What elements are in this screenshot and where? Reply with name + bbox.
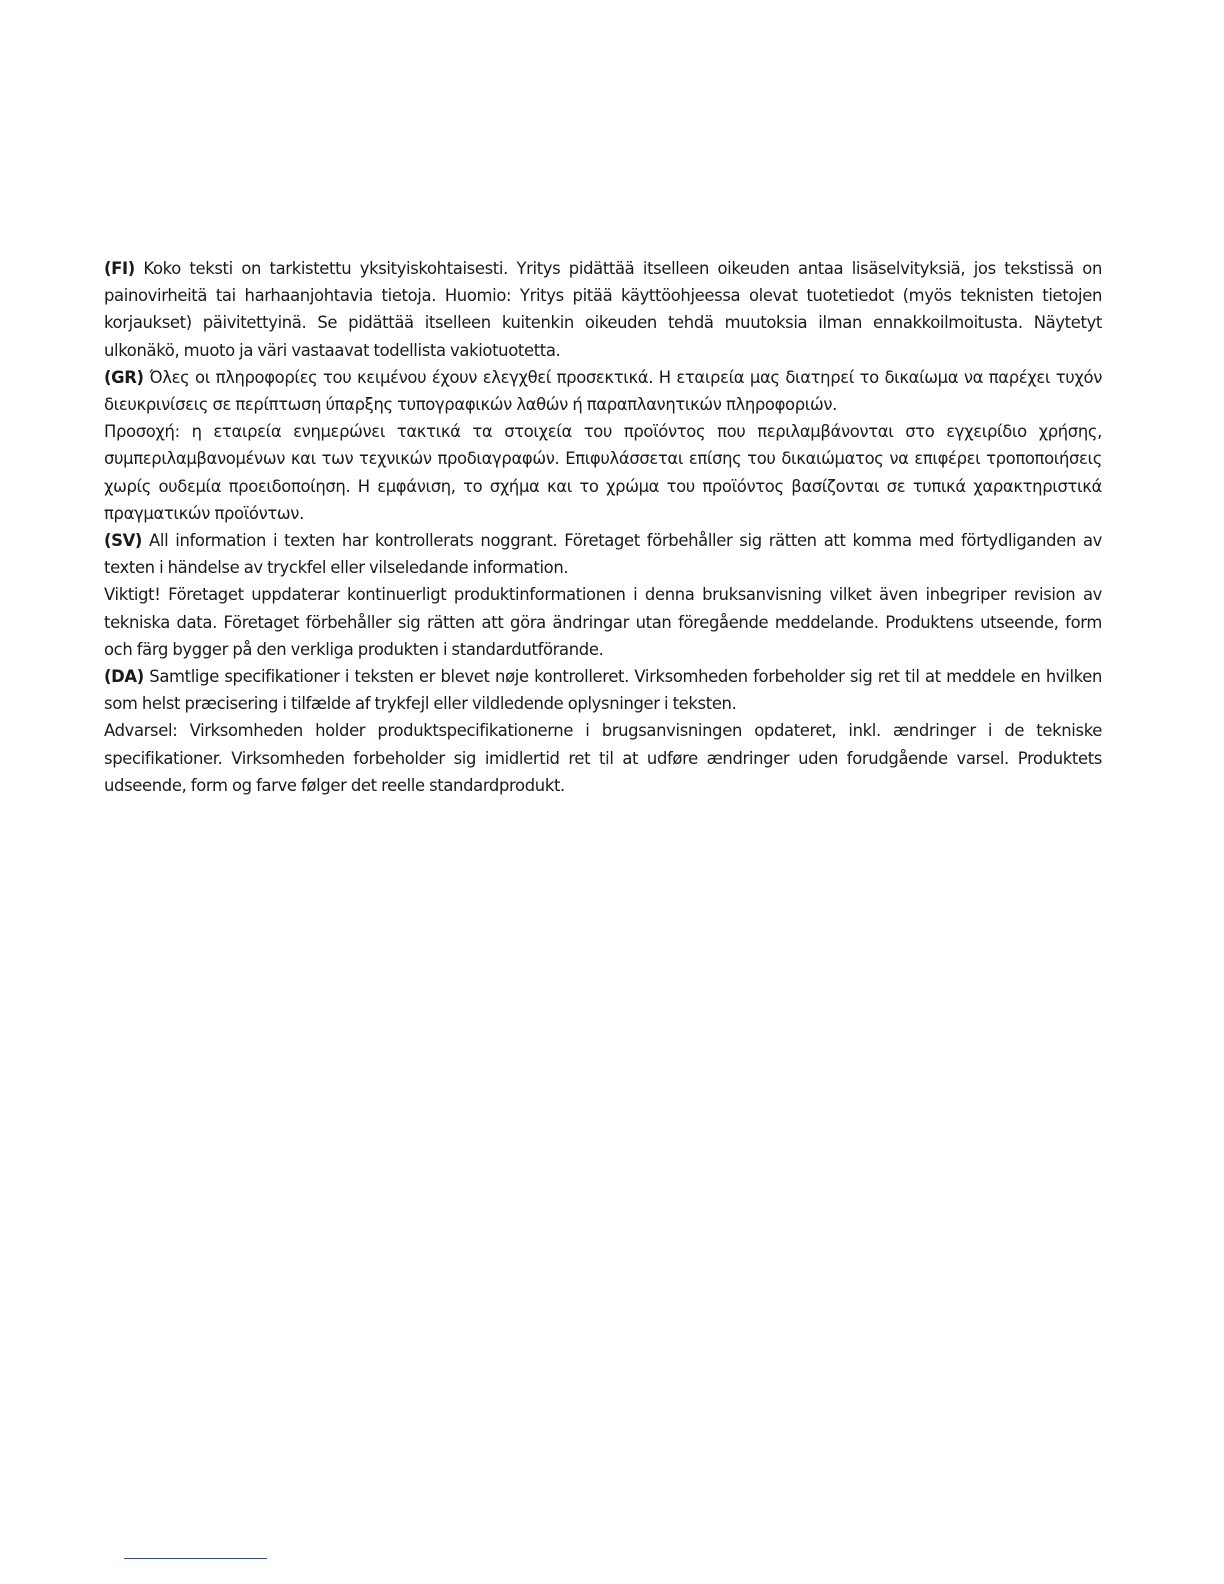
footnote-divider — [124, 1558, 267, 1559]
paragraph-sv — [104, 527, 1102, 581]
paragraph-text: Advarsel: Virksomheden holder produktspecifikationerne i brugsanvisningen opdateret, inkl. ændringer i de tekniske specifikationer. Virksomheden forbeholder sig imidlertid ret til at udføre ændringer uden forudgående varsel. Produktets udseende, form og farve følger det reelle standardprodukt. — [104, 721, 1102, 795]
paragraph-text: Όλες οι πληροφορίες του κειμένου έχουν ελεγχθεί προσεκτικά. Η εταιρεία μας διατηρεί το δικαίωμα να παρέχει τυχόν διευκρινίσεις σε περίπτωση ύπαρξης τυπογραφικών λαθών ή παραπλανητικών πληροφοριών. — [104, 367, 1102, 415]
paragraph-sv-notice — [104, 581, 1102, 663]
language-code-gr: (GR) — [104, 367, 144, 387]
language-code-da: (DA) — [104, 667, 144, 687]
paragraph-text: Samtlige specifikationer i teksten er blevet nøje kontrolleret. Virksomheden forbeholder sig ret til at meddele en hvilken som helst præcisering i tilfælde af trykfejl eller vildledende oplysninger i teksten. — [104, 667, 1102, 714]
language-code-sv: (SV) — [104, 531, 143, 551]
paragraph-text: All information i texten har kontrollerats noggrant. Företaget förbehåller sig rätten att komma med förtydliganden av texten i händelse av tryckfel eller vilseledande information. — [104, 531, 1102, 578]
paragraph-gr — [104, 364, 1102, 418]
paragraph-fi — [104, 255, 1102, 364]
paragraph-gr-notice — [104, 418, 1102, 527]
paragraph-text: Προσοχή: η εταιρεία ενημερώνει τακτικά τα στοιχεία του προϊόντος που περιλαμβάνονται στο εγχειρίδιο χρήσης, συμπεριλαμβανομένων και των τεχνικών προδιαγραφών. Επιφυλάσσεται επίσης του δικαιώματος να επιφέρει τροποποιήσεις χωρίς ουδεμία προειδοποίηση. Η εμφάνιση, το σχήμα και το χρώμα του προϊόντος βασίζονται σε τυπικά χαρακτηριστικά πραγματικών προϊόντων. — [104, 422, 1102, 523]
paragraph-text: Koko teksti on tarkistettu yksityiskohtaisesti. Yritys pidättää itselleen oikeuden antaa lisäselvityksiä, jos tekstissä on painovirheitä tai harhaanjohtavia tietoja. Huomio: Yritys pitää käyttöohjeessa olevat tuotetiedot (myös teknisten tietojen korjaukset) päivitettyinä. Se pidättää itselleen kuitenkin oikeuden tehdä muutoksia ilman ennakkoilmoitusta. Näytetyt ulkonäkö, muoto ja väri vastaavat todellista vakiotuotetta. — [104, 259, 1102, 360]
paragraph-text: Viktigt! Företaget uppdaterar kontinuerligt produktinformationen i denna bruksanvisning vilket även inbegriper revision av tekniska data. Företaget förbehåller sig rätten att göra ändringar utan föregående meddelande. Produktens utseende, form och färg bygger på den verkliga produkten i standardutförande. — [104, 585, 1102, 659]
paragraph-da-notice — [104, 717, 1102, 799]
disclaimer-text-block — [104, 255, 1102, 799]
paragraph-da — [104, 663, 1102, 717]
language-code-fi: (FI) — [104, 259, 135, 278]
